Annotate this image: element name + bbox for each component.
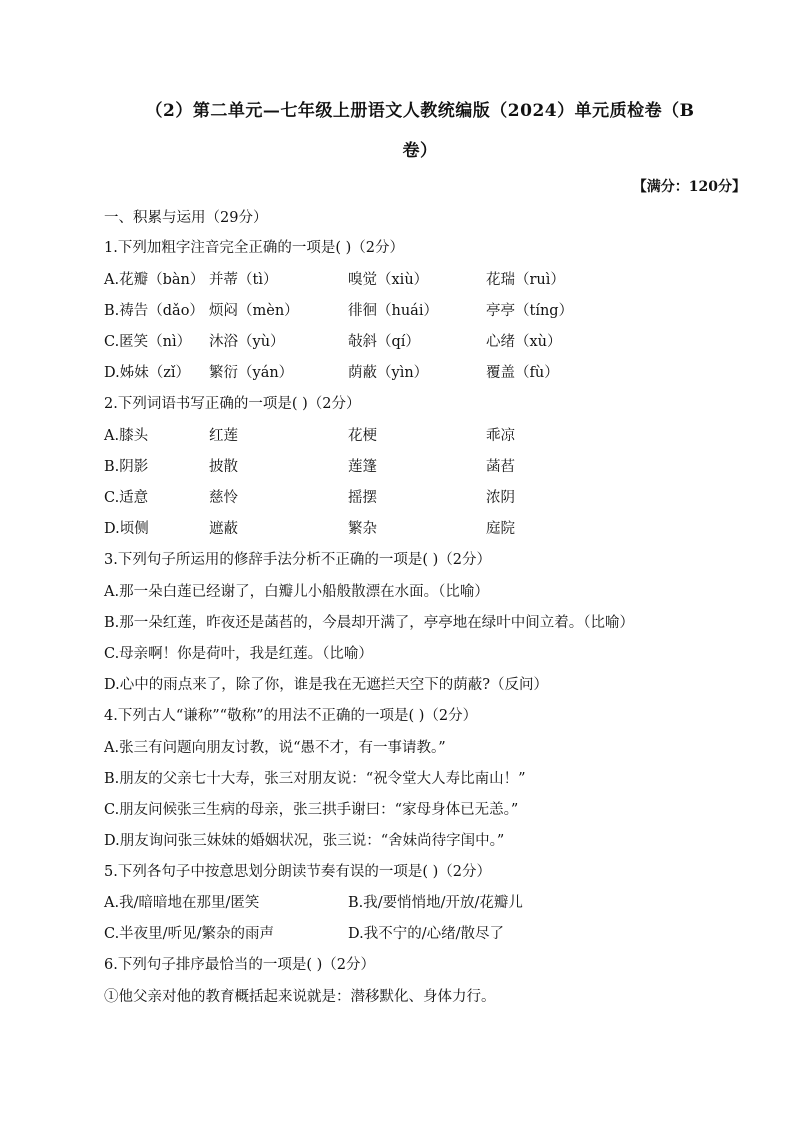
q1-option: B.祷告（dǎo） bbox=[104, 303, 204, 319]
q2-option: 花梗 bbox=[348, 428, 377, 444]
q4-option-b: B.朋友的父亲七十大寿，张三对朋友说：“祝令堂大人寿比南山！” bbox=[104, 771, 526, 787]
q2-option: 慈怜 bbox=[209, 490, 238, 506]
q3-option-c: C.母亲啊！你是荷叶，我是红莲。（比喻） bbox=[104, 646, 373, 662]
q1-option: A.花瓣（bàn） bbox=[104, 272, 205, 288]
q1-option: 烦闷（mèn） bbox=[209, 303, 299, 319]
q3-option-b: B.那一朵红莲，昨夜还是菡萏的，今晨却开满了，亭亭地在绿叶中间立着。（比喻） bbox=[104, 615, 635, 631]
q2-option: 披散 bbox=[209, 459, 238, 475]
q4-option-a: A.张三有问题向朋友讨教，说“愚不才，有一事请教。” bbox=[104, 740, 446, 756]
q1-option: 并蒂（tì） bbox=[209, 272, 278, 288]
q6-item-1: ①他父亲对他的教育概括起来说就是：潜移默化、身体力行。 bbox=[104, 989, 496, 1005]
q2-option: A.膝头 bbox=[104, 428, 149, 444]
q5-option-b: B.我/要悄悄地/开放/花瓣儿 bbox=[348, 895, 523, 911]
q3-stem: 3.下列句子所运用的修辞手法分析不正确的一项是( )（2分） bbox=[104, 552, 491, 568]
q5-option-c: C.半夜里/听见/繁杂的雨声 bbox=[104, 926, 274, 942]
q2-option: 红莲 bbox=[209, 428, 238, 444]
full-score: 【满分：120分】 bbox=[632, 179, 746, 195]
q2-option: 繁杂 bbox=[348, 521, 377, 537]
q1-option: 亭亭（tíng） bbox=[486, 303, 574, 319]
q1-option: C.匿笑（nì） bbox=[104, 334, 192, 350]
q1-option: 繁衍（yán） bbox=[209, 365, 294, 381]
q2-option: 菡萏 bbox=[486, 459, 515, 475]
section-heading: 一、积累与运用（29分） bbox=[104, 210, 268, 226]
exam-title-line1: （2）第二单元—七年级上册语文人教统编版（2024）单元质检卷（B bbox=[145, 101, 695, 121]
q2-option: D.顷侧 bbox=[104, 521, 149, 537]
q1-option: 荫蔽（yìn） bbox=[348, 365, 429, 381]
q2-option: 乖凉 bbox=[486, 428, 515, 444]
q1-option: 沐浴（yù） bbox=[209, 334, 285, 350]
q4-option-c: C.朋友问候张三生病的母亲，张三拱手谢曰：“家母身体已无恙。” bbox=[104, 802, 519, 818]
q1-option: 徘徊（huái） bbox=[348, 303, 438, 319]
q3-option-d: D.心中的雨点来了，除了你，谁是我在无遮拦天空下的荫蔽?（反问） bbox=[104, 677, 548, 693]
q2-option: C.适意 bbox=[104, 490, 149, 506]
q1-option: 覆盖（fù） bbox=[486, 365, 559, 381]
q3-option-a: A.那一朵白莲已经谢了，白瓣儿小船般散漂在水面。（比喻） bbox=[104, 584, 489, 600]
q4-stem: 4.下列古人“谦称”“敬称”的用法不正确的一项是( )（2分） bbox=[104, 708, 478, 724]
q2-option: 庭院 bbox=[486, 521, 515, 537]
q1-option: 嗅觉（xiù） bbox=[348, 272, 429, 288]
q2-option: 摇摆 bbox=[348, 490, 377, 506]
q1-option: 心绪（xù） bbox=[486, 334, 562, 350]
q1-option: D.姊妹（zǐ） bbox=[104, 365, 190, 381]
q5-stem: 5.下列各句子中按意思划分朗读节奏有误的一项是( )（2分） bbox=[104, 864, 491, 880]
exam-title-line2: 卷） bbox=[402, 141, 438, 161]
q2-option: 莲篷 bbox=[348, 459, 377, 475]
q5-option-a: A.我/暗暗地在那里/匿笑 bbox=[104, 895, 260, 911]
q2-option: B.阴影 bbox=[104, 459, 149, 475]
q2-option: 浓阴 bbox=[486, 490, 515, 506]
q1-option: 敧斜（qí） bbox=[348, 334, 420, 350]
q5-option-d: D.我不宁的/心绪/散尽了 bbox=[348, 926, 504, 942]
q2-stem: 2.下列词语书写正确的一项是( )（2分） bbox=[104, 396, 361, 412]
q6-stem: 6.下列句子排序最恰当的一项是( )（2分） bbox=[104, 957, 375, 973]
q1-option: 花瑞（ruì） bbox=[486, 272, 565, 288]
q4-option-d: D.朋友询问张三妹妹的婚姻状况，张三说：“舍妹尚待字闺中。” bbox=[104, 833, 505, 849]
q1-stem: 1.下列加粗字注音完全正确的一项是( )（2分） bbox=[104, 240, 404, 256]
q2-option: 遮蔽 bbox=[209, 521, 238, 537]
